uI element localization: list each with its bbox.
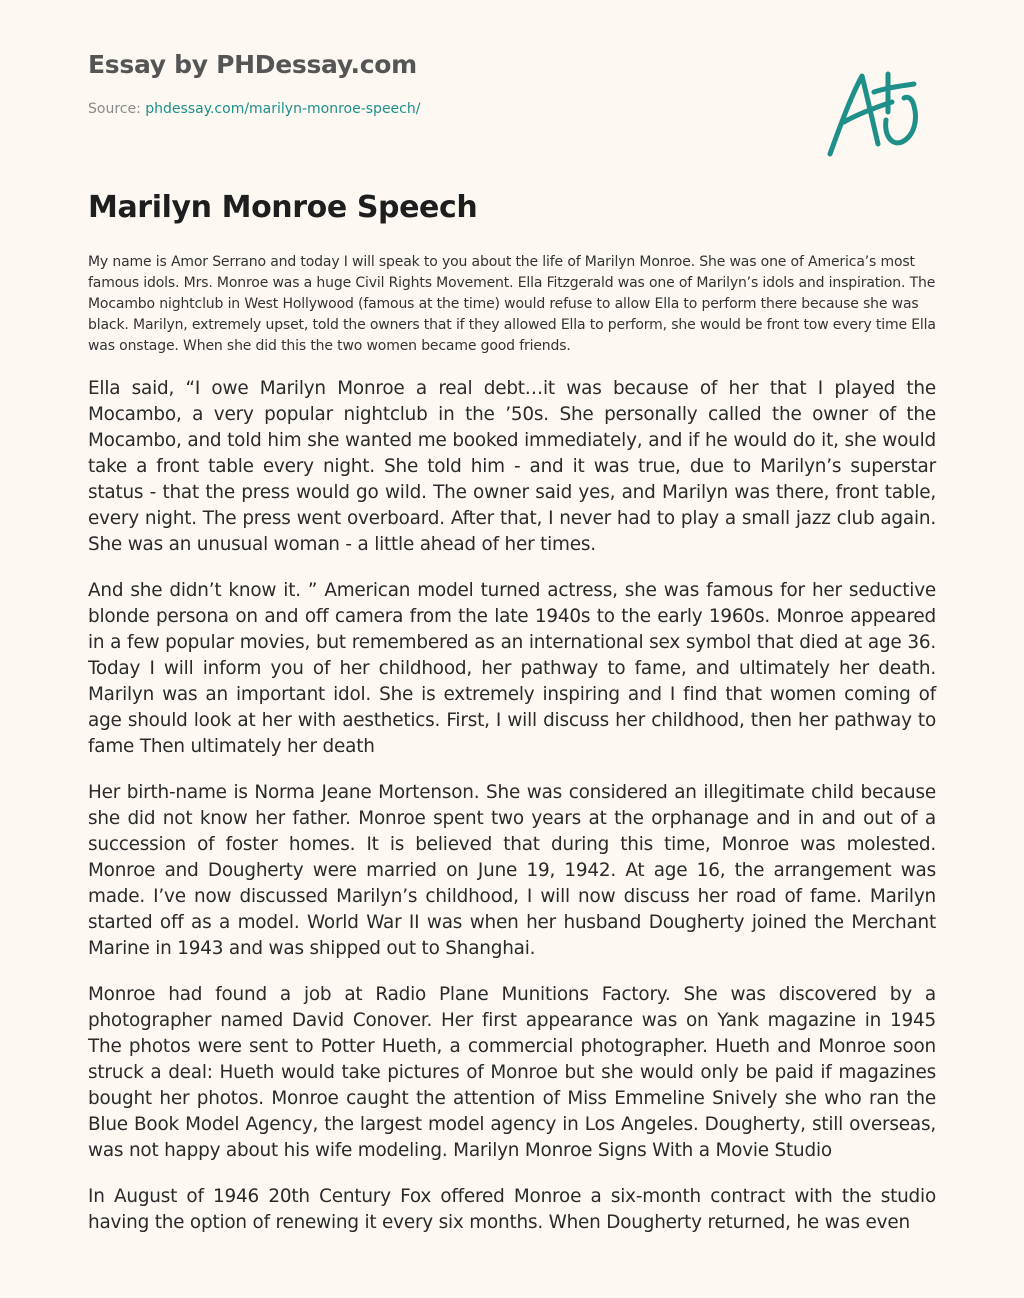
site-brand: Essay by PHDessay.com <box>88 50 417 79</box>
body-paragraph: Her birth-name is Norma Jeane Mortenson. She was considered an illegitimate child because she did not know her father. Monroe spent two years at the orphanage and in and out of a succession of foster homes. It is believed that during this time, Monroe was molested. Monroe and Dougherty were married on June 19, 1942. At age 16, the arrangement was made. I’ve now discussed Marilyn’s childhood, I will now discuss her road of fame. Marilyn started off as a model. World War II was when her husband Dougherty joined the Merchant Marine in 1943 and was shipped out to Shanghai. <box>88 782 936 959</box>
source-line <box>88 101 420 117</box>
essay-body <box>88 376 936 1256</box>
source-label: Source: <box>88 101 141 117</box>
body-paragraph: In August of 1946 20th Century Fox offered Monroe a six-month contract with the studio having the option of renewing it every six months. When Dougherty returned, he was even <box>88 1186 936 1233</box>
body-paragraph: Monroe had found a job at Radio Plane Munitions Factory. She was discovered by a photographer named David Conover. Her first appearance was on Yank magazine in 1945 The photos were sent to Potter Hueth, a commercial photographer. Hueth and Monroe soon struck a deal: Hueth would take pictures of Monroe but she would only be paid if magazines bought her photos. Monroe caught the attention of Miss Emmeline Snively she who ran the Blue Book Model Agency, the largest model agency in Los Angeles. Dougherty, still overseas, was not happy about his wife modeling. Marilyn Monroe Signs With a Movie Studio <box>88 984 936 1161</box>
essay-title: Marilyn Monroe Speech <box>88 190 478 225</box>
source-link[interactable]: phdessay.com/marilyn-monroe-speech/ <box>145 101 421 117</box>
a-plus-grade-icon <box>818 62 930 162</box>
body-paragraph: And she didn’t know it. ” American model turned actress, she was famous for her seductive blonde persona on and off camera from the late 1940s to the early 1960s. Monroe appeared in a few popular movies, but remembered as an international sex symbol that died at age 36. Today I will inform you of her childhood, her pathway to fame, and ultimately her death. Marilyn was an important idol. She is extremely inspiring and I find that women coming of age should look at her with aesthetics. First, I will discuss her childhood, then her pathway to fame Then ultimately her death <box>88 580 936 757</box>
body-paragraph: Ella said, “I owe Marilyn Monroe a real debt…it was because of her that I played the Mocambo, a very popular nightclub in the ’50s. She personally called the owner of the Mocambo, and told him she wanted me booked immediately, and if he would do it, she would take a front table every night. She told him - and it was true, due to Marilyn’s superstar status - that the press would go wild. The owner said yes, and Marilyn was there, front table, every night. The press went overboard. After that, I never had to play a small jazz club again. She was an unusual woman - a little ahead of her times. <box>88 378 936 555</box>
intro-paragraph: My name is Amor Serrano and today I will speak to you about the life of Marilyn Monroe. She was one of America’s most famous idols. Mrs. Monroe was a huge Civil Rights Movement. Ella Fitzgerald was one of Marilyn’s idols and inspiration. The Mocambo nightclub in West Hollywood (famous at the time) would refuse to allow Ella to perform there because she was black. Marilyn, extremely upset, told the owners that if they allowed Ella to perform, she would be front tow every time Ella was onstage. When she did this the two women became good friends. <box>88 254 936 354</box>
